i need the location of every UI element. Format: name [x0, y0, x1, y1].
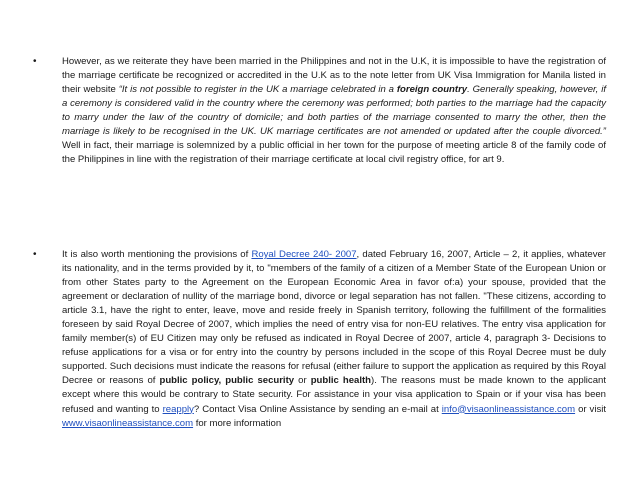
text-segment: However, as we reiterate they have been married in the Philippines and not in the U.K, it is impossible to have the registration of the marriage certificate be recognized or accredited in the U.K as to the note letter from UK Visa Immigration for Manila listed in their website [62, 56, 606, 96]
paragraph-marriage-registration [62, 55, 606, 167]
bold-phrase: public health [310, 375, 372, 387]
text-segment: Well in fact, their marriage is solemnized by a public official in her town for the purpose of meeting article 8 of the family code of the Philippines in line with the registration of their marriage certificate at local civil registry office, for art 9. [62, 140, 606, 166]
text-segment: or visit [575, 403, 606, 415]
bullet-marker: • [33, 249, 37, 260]
email-link[interactable]: info@visaonlineassistance.com [441, 403, 576, 415]
text-segment: . Generally speaking, however, if a ceremony is considered valid in the country where the ceremony was performed; both parties to the marriage had the capacity to marry under the law of the country of domicile; and both parties of the marriage consented to marry the other, then the marriage is likely to be recognised in the UK. UK marriage certificates are not amended or updated after the couple divorced.” [62, 84, 606, 138]
text-segment: It is also worth mentioning the provisions of [62, 249, 252, 260]
text-segment: ). The reasons must be made known to the applicant except where this would be contrary to State security. For assistance in your visa application to Spain or if your visa has been refused and wanting to [62, 375, 606, 415]
website-link[interactable]: www.visaonlineassistance.com [62, 417, 194, 429]
text-segment: for more information [193, 417, 282, 429]
quote-segment [62, 84, 606, 137]
bullet-marker: • [33, 56, 37, 67]
text-segment: or [294, 375, 311, 387]
royal-decree-link[interactable]: Royal Decree 240- 2007 [251, 249, 357, 260]
paragraph-royal-decree [62, 248, 606, 431]
text-segment: , dated February 16, 2007, Article – 2, it applies, whatever its nationality, and in the terms provided by it, to "members of the family of a citizen of a Member State of the European Union or from other States party to the Agreement on the European Economic Area in favor of:a) your spouse, provided that the agreement or declaration of nullity of the marriage bond, divorce or legal separation has not fallen. "These citizens, according to article 3.1, have the right to enter, leave, move and reside freely in Spanish territory, following the fulfillment of the formalities foreseen by said Royal Decree of 2007, which implies the need of entry visa for non-EU relatives. The entry visa application for family member(s) of EU Citizen may only be refused as indicated in Royal Decree of 2007, article 4, paragraph 3- Decisions to refuse applications for a visa or for entry into the country by persons included in the scope of this Royal Decree must be duly supported. Such decisions must indicate the reasons for refusal (either failure to support the application as required by this Royal Decree or reasons of [62, 249, 606, 387]
bold-phrase: foreign country [396, 84, 468, 96]
reapply-link[interactable]: reapply [162, 403, 194, 415]
text-segment: “It is not possible to register in the UK a marriage celebrated in a [118, 84, 397, 96]
bold-phrase: public policy, public security [159, 375, 295, 387]
text-segment: ? Contact Visa Online Assistance by sending an e-mail at [193, 403, 442, 415]
